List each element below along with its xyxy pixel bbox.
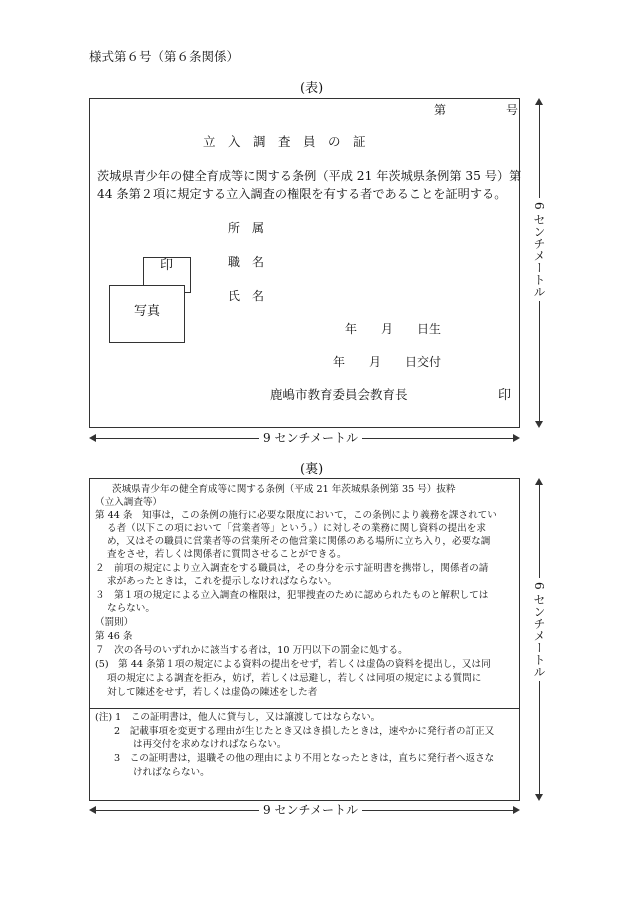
excerpt-line: 第 46 条 bbox=[95, 631, 133, 642]
field-name-label: 氏 名 bbox=[228, 289, 265, 303]
photo-label: 写真 bbox=[134, 304, 161, 319]
excerpt-line: ２ 前項の規定により立入調査をする職員は，その身分を示す証明書を携帯し，関係者の請 bbox=[95, 563, 489, 574]
front-side-label: (表) bbox=[300, 81, 324, 96]
back-width-label: 9 センチメートル bbox=[259, 803, 362, 817]
front-width-label: 9 センチメートル bbox=[259, 431, 362, 445]
note-line: (注) 1 この証明書は，他人に貸与し，又は譲渡してはならない。 bbox=[95, 712, 381, 723]
field-affiliation-label: 所 属 bbox=[228, 221, 265, 235]
front-height-label: 6 センチメートル bbox=[532, 198, 546, 301]
issue-date-field: 年 月 日交付 bbox=[333, 355, 442, 369]
certificate-title: 立 入 調 査 員 の 証 bbox=[203, 134, 366, 149]
note-line: 3 この証明書は，退職その他の理由により不用となったときは，直ちに発行者へ返さな bbox=[114, 753, 495, 764]
note-line: 2 記載事項を変更する理由が生じたとき又はき損したときは，速やかに発行者の訂正又 bbox=[114, 726, 495, 737]
certificate-number-field: 第 号 bbox=[434, 103, 519, 117]
excerpt-line: 第 44 条 知事は，この条例の施行に必要な限度において，この条例により義務を課されてい bbox=[95, 510, 497, 521]
excerpt-line: 査をさせ，若しくは関係者に質問させることができる。 bbox=[107, 549, 347, 560]
field-position-label: 職 名 bbox=[228, 255, 265, 269]
front-height-arrow-up bbox=[535, 98, 543, 105]
excerpt-line: 対して陳述をせず，若しくは虚偽の陳述をした者 bbox=[107, 687, 318, 698]
front-width-arrow-left bbox=[89, 434, 96, 442]
birth-date-field: 年 月 日生 bbox=[345, 322, 442, 336]
issuer-name: 鹿嶋市教育委員会教育長 bbox=[270, 387, 408, 402]
excerpt-line: （罰則） bbox=[95, 617, 134, 628]
back-divider bbox=[89, 708, 520, 709]
excerpt-line: る者（以下この項において「営業者等」という。）に対しその業務に関し資料の提出を求 bbox=[107, 523, 486, 534]
certificate-body-line1: 茨城県青少年の健全育成等に関する条例（平成 21 年茨城県条例第 35 号）第 bbox=[97, 169, 522, 183]
front-height-arrow-down bbox=[535, 421, 543, 428]
back-side-label: (裏) bbox=[300, 462, 324, 477]
excerpt-line: （立入調査等） bbox=[95, 497, 163, 508]
form-number: 様式第６号（第６条関係） bbox=[89, 49, 240, 64]
excerpt-line: ３ 第１項の規定による立入調査の権限は，犯罪捜査のために認められたものと解釈しては bbox=[95, 590, 489, 601]
back-height-arrow-down bbox=[535, 794, 543, 801]
certificate-body-line2: 44 条第２項に規定する立入調査の権限を有する者であることを証明する。 bbox=[97, 187, 507, 201]
issuer-seal: 印 bbox=[498, 388, 512, 403]
back-width-arrow-right bbox=[513, 806, 520, 814]
front-width-arrow-right bbox=[513, 434, 520, 442]
excerpt-line: 項の規定による調査を拒み，妨げ，若しくは忌避し，若しくは同項の規定による質問に bbox=[107, 673, 482, 684]
back-height-label: 6 センチメートル bbox=[532, 578, 546, 681]
excerpt-title: 茨城県青少年の健全育成等に関する条例（平成 21 年茨城県条例第 35 号）抜粋 bbox=[112, 484, 456, 495]
back-width-arrow-left bbox=[89, 806, 96, 814]
note-line: は再交付を求めなければならない。 bbox=[133, 739, 287, 750]
note-line: ければならない。 bbox=[133, 767, 210, 778]
excerpt-line: ７ 次の各号のいずれかに該当する者は，10 万円以下の罰金に処する。 bbox=[95, 645, 408, 656]
stamp-label: 印 bbox=[160, 258, 174, 273]
excerpt-line: め，又はその職員に営業者等の営業所その他営業に関係のある場所に立ち入り，必要な調 bbox=[107, 536, 491, 547]
excerpt-line: 求があったときは，これを提示しなければならない。 bbox=[107, 576, 338, 587]
back-height-arrow-up bbox=[535, 478, 543, 485]
excerpt-line: ならない。 bbox=[107, 603, 155, 614]
excerpt-line: (5) 第 44 条第１項の規定による資料の提出をせず，若しくは虚偽の資料を提出し，又は同 bbox=[95, 659, 491, 670]
